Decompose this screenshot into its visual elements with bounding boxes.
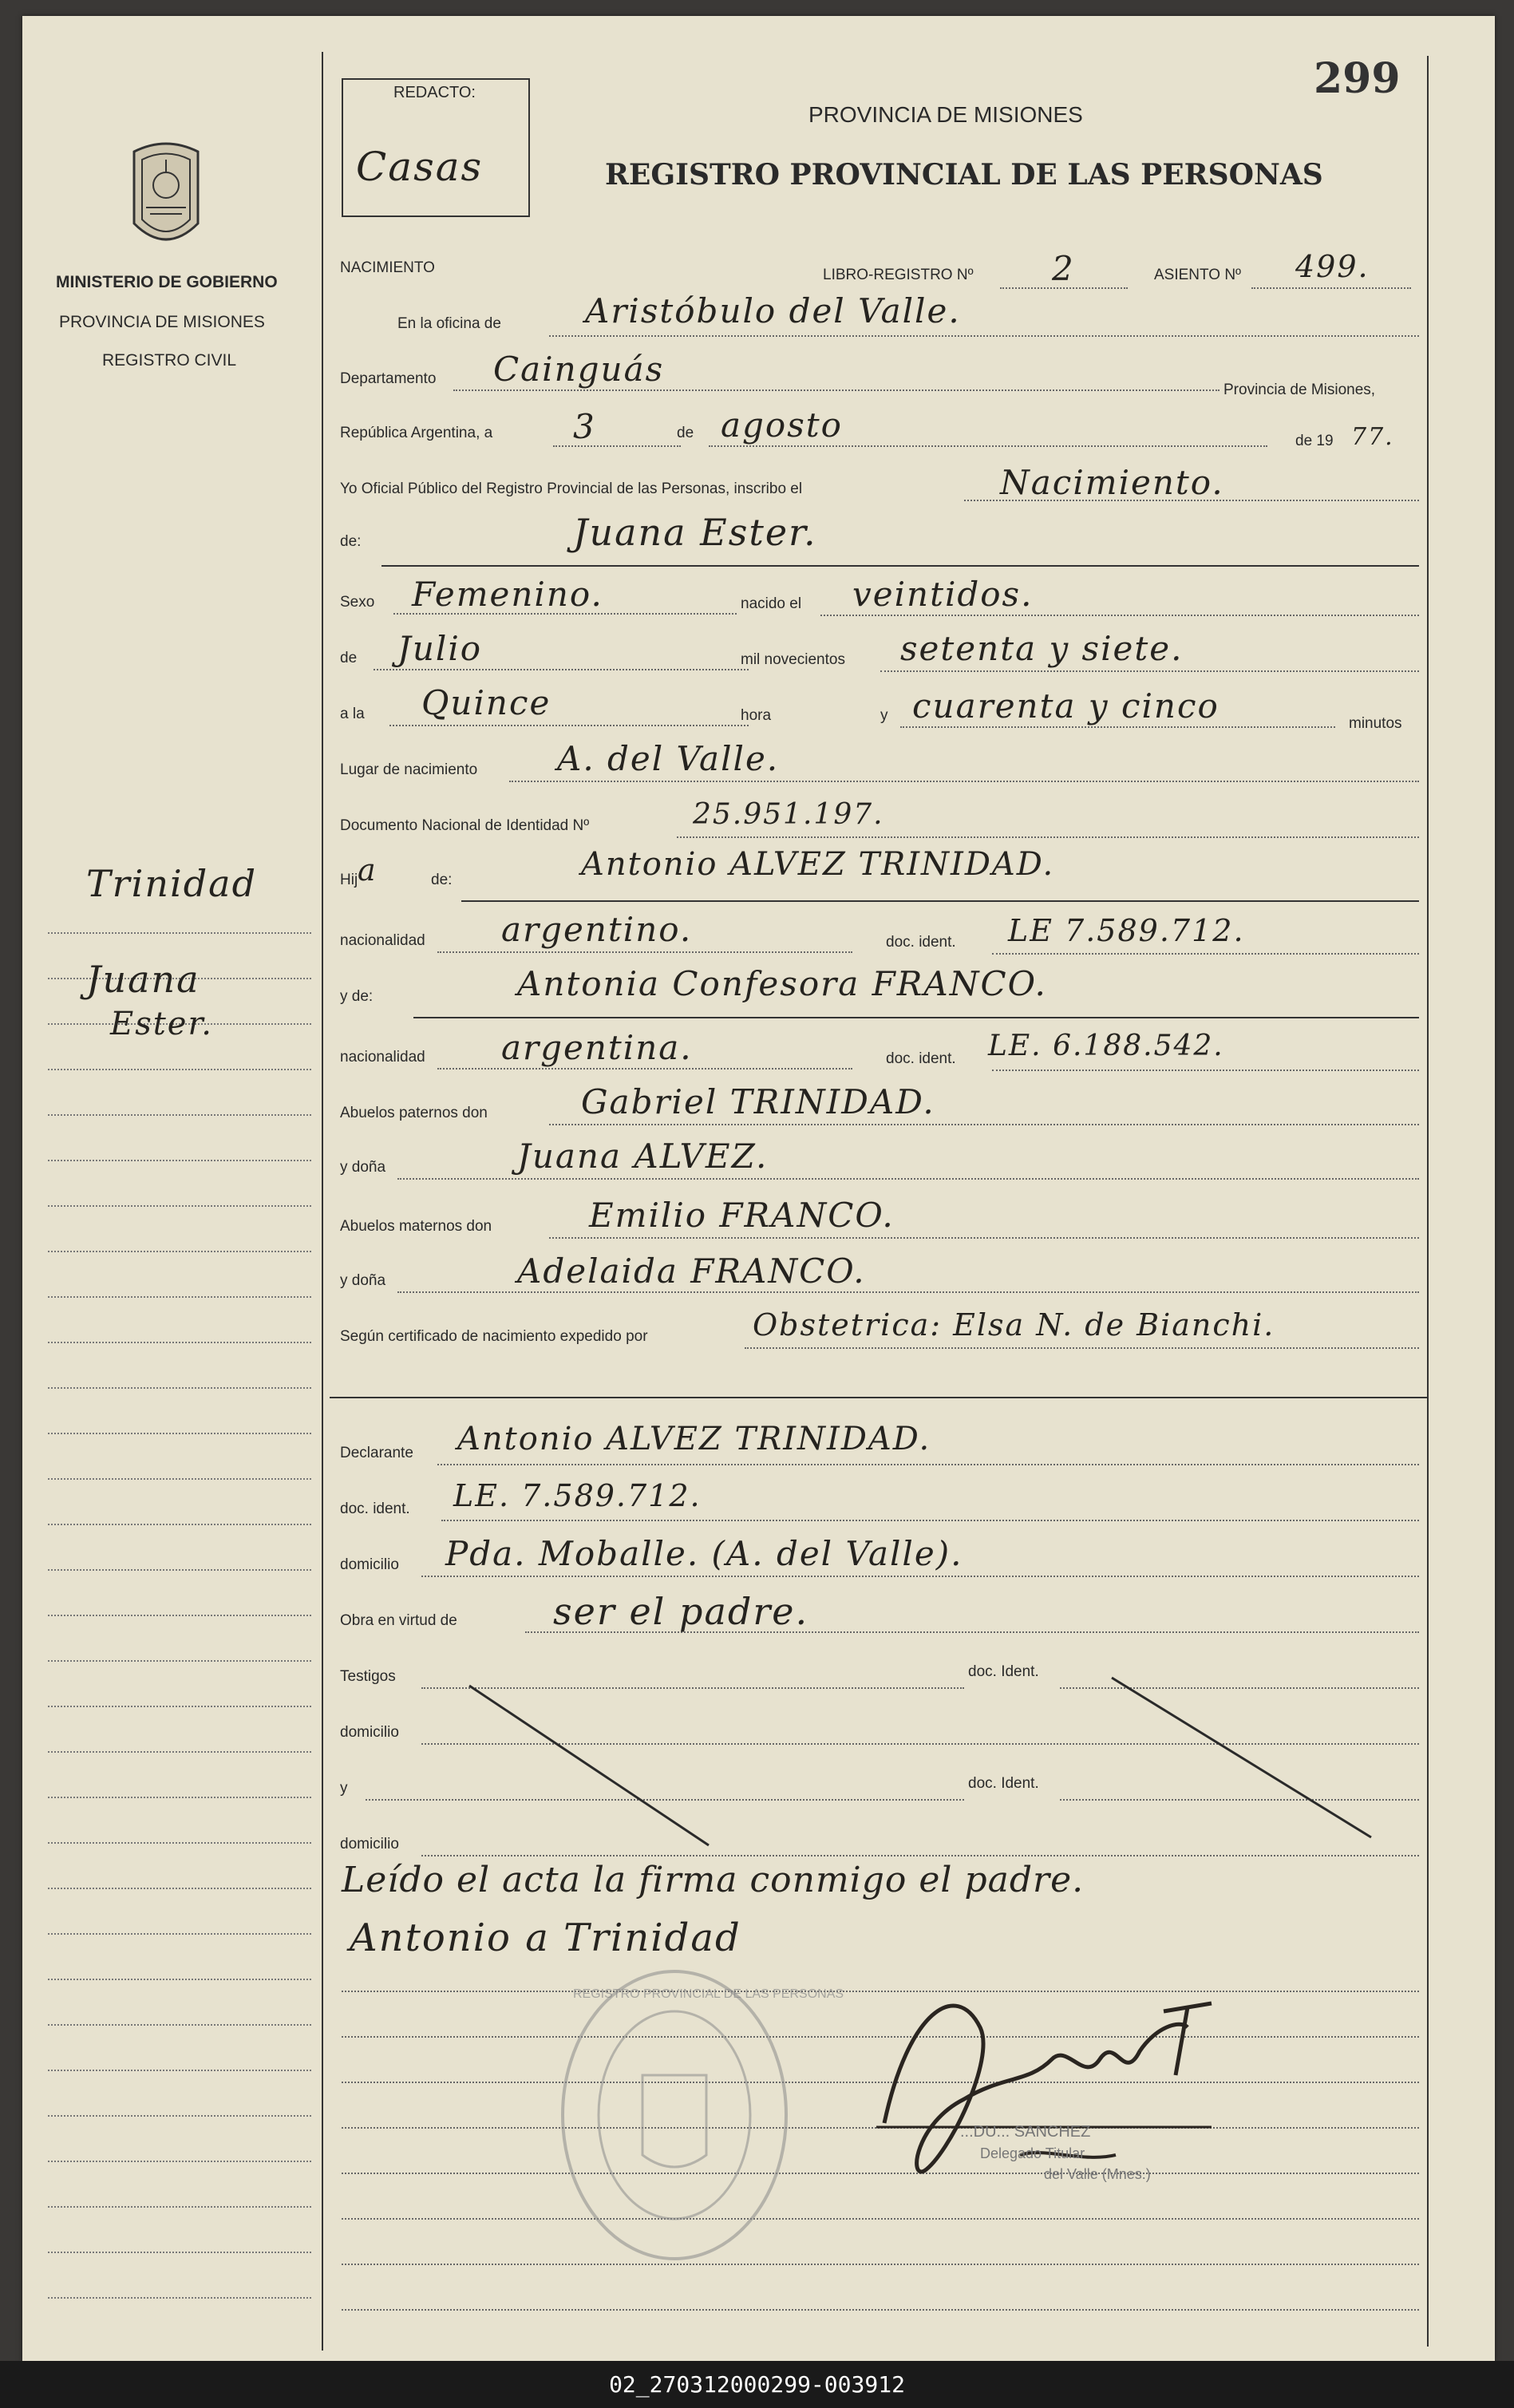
image-id-footer: 02_270312000299-003912	[0, 2361, 1514, 2408]
declarante-label: Declarante	[340, 1445, 413, 1461]
header-registry: REGISTRO PROVINCIAL DE LAS PERSONAS	[605, 158, 1323, 192]
redacto-value: Casas	[356, 144, 484, 190]
y-de-label: y de:	[340, 988, 374, 1005]
bottom-rule	[342, 2264, 1419, 2265]
ab-mat-don: Emilio FRANCO.	[589, 1196, 895, 1235]
leido-line-1: Leído el acta la firma conmigo el padre.	[342, 1860, 1085, 1900]
document-page	[22, 16, 1495, 2361]
doc-madre-value: LE. 6.188.542.	[988, 1030, 1224, 1062]
doc-ident-label-decl: doc. ident.	[340, 1501, 410, 1517]
de-label: de	[677, 425, 694, 441]
mil-label: mil novecientos	[741, 651, 845, 668]
doc-ident-label-t1: doc. Ident.	[968, 1663, 1039, 1680]
dni-label: Documento Nacional de Identidad Nº	[340, 817, 590, 834]
declarante-value: Antonio ALVEZ TRINIDAD.	[457, 1421, 931, 1457]
nacionalidad-label-1: nacionalidad	[340, 932, 425, 949]
departamento-label: Departamento	[340, 370, 437, 387]
officer-name: ...DU... SANCHEZ	[960, 2123, 1091, 2141]
provincia-label: Provincia de Misiones,	[1223, 382, 1376, 398]
mes-value: agosto	[721, 405, 843, 445]
domicilio-value: Pda. Moballe. (A. del Valle).	[445, 1534, 963, 1573]
docident-label-2: doc. ident.	[886, 1050, 956, 1067]
province-label-left: PROVINCIA DE MISIONES	[59, 313, 265, 331]
libro-value: 2	[1052, 249, 1075, 288]
ab-pat-label: Abuelos paternos don	[340, 1105, 488, 1121]
oficial-label: Yo Oficial Público del Registro Provincial de las Personas, inscribo el	[340, 480, 803, 497]
ab-mat-dona: Adelaida FRANCO.	[517, 1251, 866, 1291]
officer-place: del Valle (Mnes.)	[1044, 2166, 1151, 2182]
dia-value: 3	[573, 407, 596, 446]
de-label-2: de:	[340, 533, 362, 550]
registro-civil-label: REGISTRO CIVIL	[102, 351, 237, 370]
testigos-label: Testigos	[340, 1668, 396, 1685]
mes2-value: Julio	[397, 629, 483, 668]
page-number: 299	[1314, 54, 1401, 103]
y-label: y	[880, 707, 888, 724]
nacido-value: veintidos.	[852, 575, 1034, 614]
year-value: 77.	[1351, 423, 1394, 451]
ab-mat-label: Abuelos maternos don	[340, 1218, 492, 1235]
ministry-label: MINISTERIO DE GOBIERNO	[56, 273, 278, 291]
redacto-label: REDACTO:	[393, 84, 476, 101]
nombre-value: Juana Ester.	[573, 511, 817, 554]
seal-text: REGISTRO PROVINCIAL DE LAS PERSONAS	[573, 1987, 844, 2001]
minutos-label: minutos	[1349, 715, 1402, 732]
madre-value: Antonia Confesora FRANCO.	[517, 964, 1047, 1003]
asiento-value: 499.	[1295, 249, 1370, 284]
ab-pat-don: Gabriel TRINIDAD.	[581, 1082, 935, 1121]
domicilio-label-t2: domicilio	[340, 1836, 399, 1852]
oficina-label: En la oficina de	[397, 315, 501, 332]
nac-madre-value: argentina.	[501, 1028, 693, 1067]
dni-value: 25.951.197.	[693, 798, 884, 831]
oficina-value: Aristóbulo del Valle.	[585, 291, 961, 330]
hij-de-label: de:	[431, 872, 453, 888]
doc-padre-value: LE 7.589.712.	[1008, 913, 1245, 948]
nac-padre-value: argentino.	[501, 910, 693, 949]
anio-value: setenta y siete.	[900, 629, 1184, 668]
domicilio-label-t1: domicilio	[340, 1724, 399, 1741]
doc-decl-value: LE. 7.589.712.	[453, 1478, 702, 1513]
y-dona-label-1: y doña	[340, 1159, 386, 1176]
sexo-value: Femenino.	[412, 575, 603, 614]
libro-label: LIBRO-REGISTRO Nº	[823, 267, 974, 283]
asiento-label: ASIENTO Nº	[1154, 267, 1241, 283]
officer-title: Delegado Titular	[980, 2145, 1085, 2161]
obra-value: ser el padre.	[553, 1590, 809, 1633]
header-province: PROVINCIA DE MISIONES	[808, 102, 1083, 127]
republica-label: República Argentina, a	[340, 425, 493, 441]
certificado-value: Obstetrica: Elsa N. de Bianchi.	[753, 1307, 1275, 1342]
margin-note-name-2: Ester.	[110, 1006, 213, 1042]
nacido-label: nacido el	[741, 595, 802, 612]
domicilio-label-decl: domicilio	[340, 1556, 399, 1573]
departamento-value: Cainguás	[493, 350, 665, 389]
docident-label-1: doc. ident.	[886, 934, 956, 951]
de-year-label: de 19	[1295, 433, 1334, 449]
padre-value: Antonio ALVEZ TRINIDAD.	[581, 846, 1055, 883]
obra-label: Obra en virtud de	[340, 1612, 457, 1629]
lugar-label: Lugar de nacimiento	[340, 761, 478, 778]
certificado-label: Según certificado de nacimiento expedido por	[340, 1328, 648, 1345]
nacimiento-label: NACIMIENTO	[340, 259, 435, 276]
de-label-3: de	[340, 650, 358, 666]
registry-seal-stamp	[555, 1963, 794, 2267]
bottom-rule	[342, 2309, 1419, 2311]
hora-value: Quince	[421, 683, 551, 722]
y-dona-label-2: y doña	[340, 1272, 386, 1289]
leido-line-2: Antonio a Trinidad	[350, 1916, 741, 1960]
nacionalidad-label-2: nacionalidad	[340, 1049, 425, 1066]
minutos-value: cuarenta y cinco	[912, 686, 1220, 726]
hij-suffix: a	[358, 852, 378, 888]
ab-pat-dona: Juana ALVEZ.	[517, 1137, 769, 1176]
y-label-t: y	[340, 1780, 348, 1797]
a-la-label: a la	[340, 706, 365, 722]
margin-note-name: Juana	[86, 958, 200, 1001]
sexo-label: Sexo	[340, 594, 375, 611]
margin-note-surname: Trinidad	[86, 862, 258, 905]
hora-label: hora	[741, 707, 772, 724]
lugar-value: A. del Valle.	[557, 739, 780, 778]
doc-ident-label-t2: doc. Ident.	[968, 1775, 1039, 1792]
inscribo-value: Nacimiento.	[1000, 463, 1224, 502]
hij-label: Hij	[340, 872, 358, 888]
